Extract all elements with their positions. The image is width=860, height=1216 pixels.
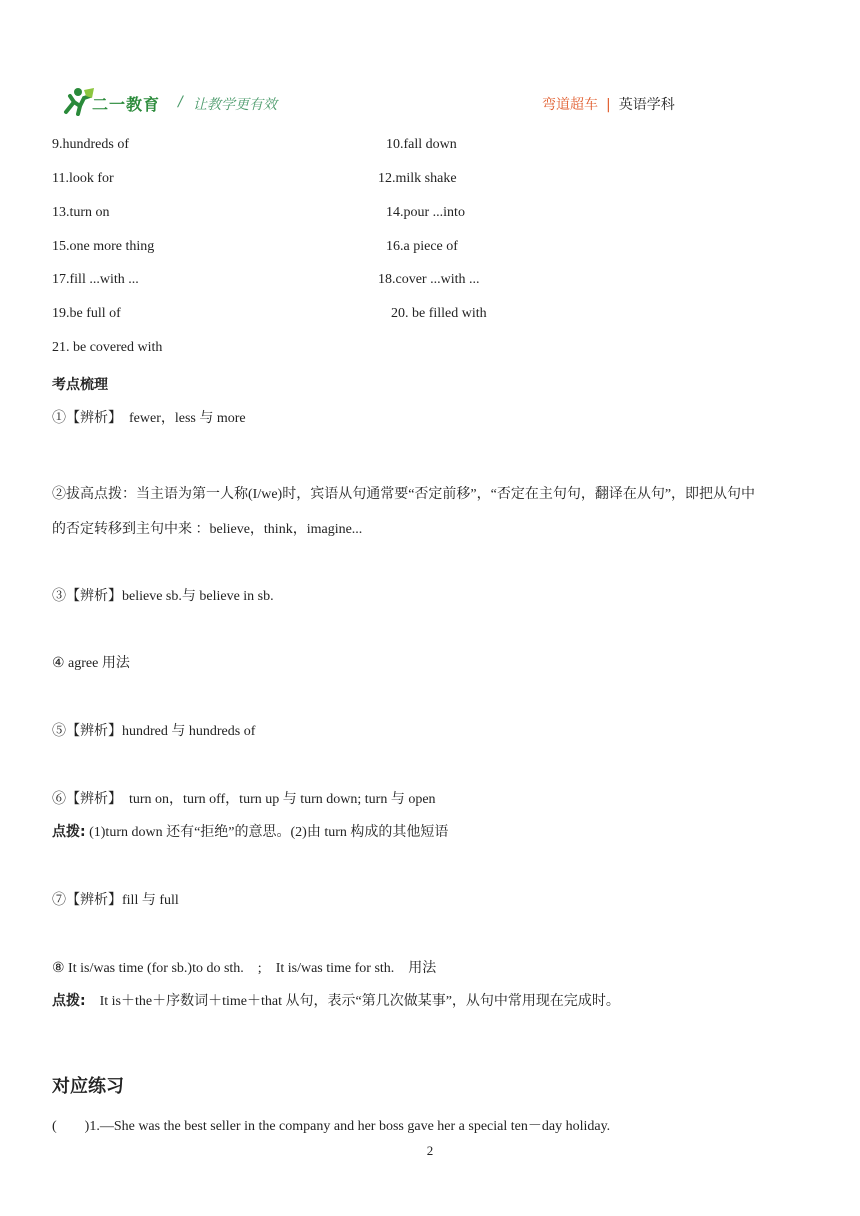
phrase-right-6: 20. be filled with [391, 306, 487, 321]
section-heading-kaodian: 考点梳理 [52, 377, 108, 393]
phrase-right-5: 18.cover ...with ... [378, 272, 480, 287]
phrase-right-1: 10.fall down [386, 137, 457, 152]
point-4: ④ agree 用法 [52, 656, 130, 671]
header-subject: 英语学科 [618, 97, 675, 113]
header-divider: | [606, 97, 611, 113]
point-1: ①【辨析】 fewer，less 与 more [52, 411, 246, 426]
point-7: ⑦【辨析】fill 与 full [52, 893, 179, 908]
point-6: ⑥【辨析】 turn on，turn off，turn up 与 turn down; turn 与 open [52, 792, 436, 807]
phrase-left-6: 19.be full of [52, 306, 121, 321]
tip-text: It is＋the＋序数词＋time＋that 从句，表示“第几次做某事”，从句中常用现在完成时。 [85, 994, 620, 1009]
header-slash: / [178, 94, 183, 110]
phrase-right-3: 14.pour ...into [386, 205, 465, 220]
section-heading-practice: 对应练习 [52, 1076, 124, 1097]
phrase-right-2: 12.milk shake [378, 171, 457, 186]
point-3: ③【辨析】believe sb.与 believe in sb. [52, 589, 274, 604]
brand-name: 二一教育 [92, 95, 161, 114]
slogan: 让教学更有效 [193, 97, 277, 113]
header-tag: 弯道超车 [542, 97, 598, 113]
point-5: ⑤【辨析】hundred 与 hundreds of [52, 724, 256, 739]
point-2-line-1: ②拔高点拨：当主语为第一人称(I/we)时，宾语从句通常要“否定前移”，“否定在主句句，翻译在从句”，即把从句中 [52, 487, 756, 502]
phrase-left-1: 9.hundreds of [52, 137, 129, 152]
phrase-right-4: 16.a piece of [386, 239, 458, 254]
tip-label: 点拨: [52, 993, 86, 1009]
point-8-tip [52, 990, 620, 1010]
tip-text: (1)turn down 还有“拒绝”的意思。(2)由 turn 构成的其他短语 [85, 825, 449, 840]
phrase-left-7: 21. be covered with [52, 340, 163, 355]
tip-label: 点拨: [52, 824, 86, 840]
phrase-left-4: 15.one more thing [52, 239, 155, 254]
page-number: 2 [426, 1143, 434, 1158]
header-right [542, 94, 675, 114]
phrase-left-3: 13.turn on [52, 205, 110, 220]
phrase-left-2: 11.look for [52, 171, 114, 186]
point-6-tip [52, 821, 448, 841]
question-1: ( )1.—She was the best seller in the company and her boss gave her a special ten－day holiday. [52, 1119, 611, 1134]
phrase-left-5: 17.fill ...with ... [52, 272, 139, 287]
point-2-line-2: 的否定转移到主句中来 ：believe，think，imagine... [52, 522, 363, 537]
point-8: ⑧ It is/was time (for sb.)to do sth. ; It is/was time for sth. 用法 [52, 961, 437, 976]
